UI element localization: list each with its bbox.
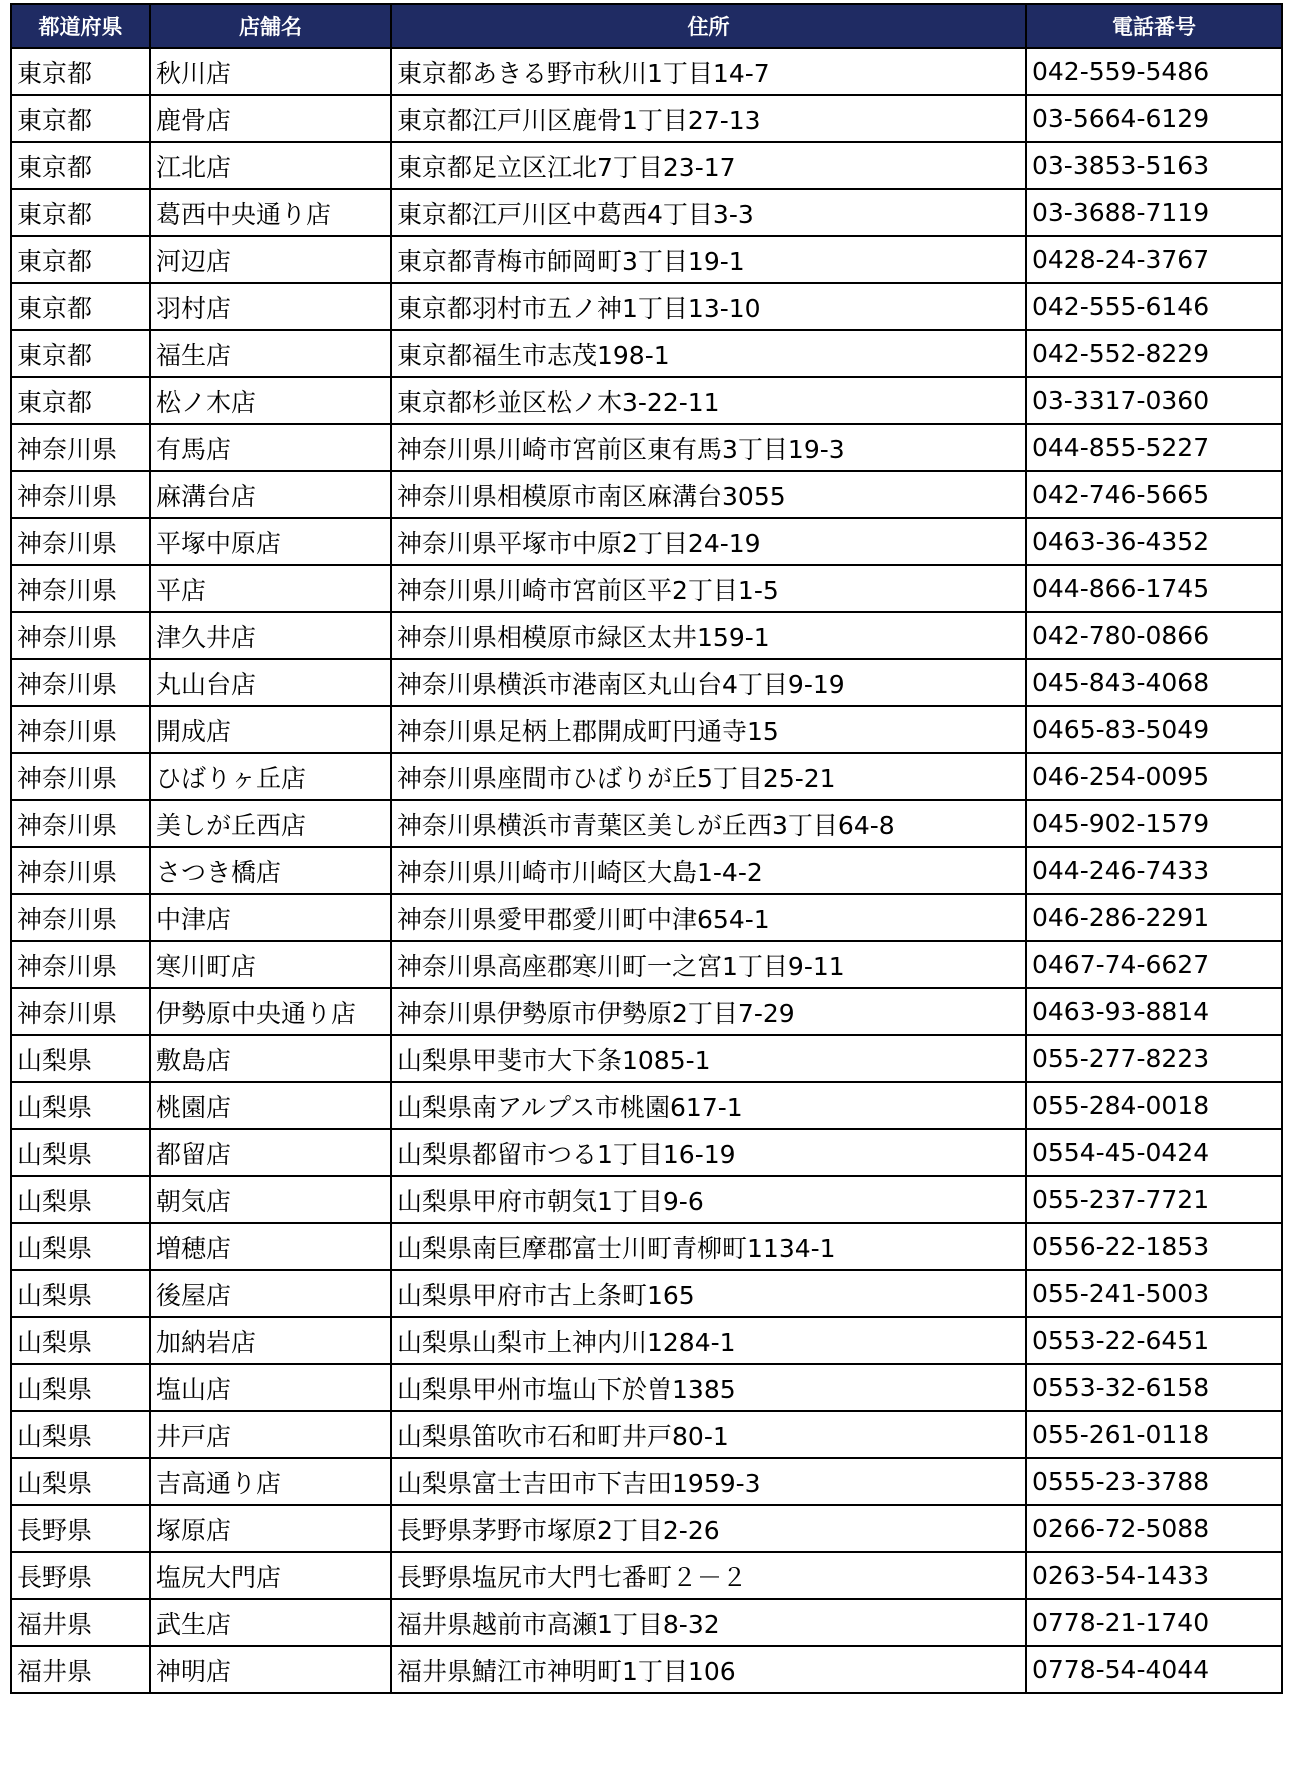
table-row [11, 1599, 1282, 1646]
store-name-cell: 羽村店 [150, 283, 391, 330]
prefecture-cell: 福井県 [11, 1599, 150, 1646]
table-row [11, 283, 1282, 330]
table-row [11, 1270, 1282, 1317]
address-cell: 東京都杉並区松ノ木3-22-11 [391, 377, 1026, 424]
table-row [11, 377, 1282, 424]
prefecture-cell: 東京都 [11, 142, 150, 189]
phone-cell: 042-555-6146 [1026, 283, 1282, 330]
phone-cell: 0554-45-0424 [1026, 1129, 1282, 1176]
phone-cell: 0556-22-1853 [1026, 1223, 1282, 1270]
address-cell: 神奈川県愛甲郡愛川町中津654-1 [391, 894, 1026, 941]
phone-cell: 03-3853-5163 [1026, 142, 1282, 189]
table-row [11, 659, 1282, 706]
phone-cell: 0555-23-3788 [1026, 1458, 1282, 1505]
phone-cell: 03-5664-6129 [1026, 95, 1282, 142]
phone-cell: 042-559-5486 [1026, 48, 1282, 95]
address-cell: 神奈川県平塚市中原2丁目24-19 [391, 518, 1026, 565]
store-name-cell: 塚原店 [150, 1505, 391, 1552]
header-row [11, 4, 1282, 48]
address-cell: 東京都あきる野市秋川1丁目14-7 [391, 48, 1026, 95]
store-name-cell: 麻溝台店 [150, 471, 391, 518]
address-cell: 神奈川県横浜市青葉区美しが丘西3丁目64-8 [391, 800, 1026, 847]
store-name-cell: 朝気店 [150, 1176, 391, 1223]
phone-cell: 046-286-2291 [1026, 894, 1282, 941]
address-cell: 東京都羽村市五ノ神1丁目13-10 [391, 283, 1026, 330]
table-row [11, 95, 1282, 142]
table-row [11, 1646, 1282, 1693]
address-cell: 神奈川県川崎市宮前区東有馬3丁目19-3 [391, 424, 1026, 471]
address-cell: 山梨県富士吉田市下吉田1959-3 [391, 1458, 1026, 1505]
address-cell: 福井県鯖江市神明町1丁目106 [391, 1646, 1026, 1693]
store-name-cell: 塩山店 [150, 1364, 391, 1411]
table-row [11, 1552, 1282, 1599]
phone-cell: 0778-21-1740 [1026, 1599, 1282, 1646]
table-row [11, 142, 1282, 189]
store-name-cell: 松ノ木店 [150, 377, 391, 424]
address-cell: 神奈川県川崎市宮前区平2丁目1-5 [391, 565, 1026, 612]
address-cell: 山梨県南巨摩郡富士川町青柳町1134-1 [391, 1223, 1026, 1270]
store-name-cell: 武生店 [150, 1599, 391, 1646]
address-cell: 神奈川県高座郡寒川町一之宮1丁目9-11 [391, 941, 1026, 988]
column-header-address: 住所 [391, 4, 1026, 48]
phone-cell: 055-237-7721 [1026, 1176, 1282, 1223]
store-name-cell: 鹿骨店 [150, 95, 391, 142]
table-row [11, 565, 1282, 612]
column-header-phone: 電話番号 [1026, 4, 1282, 48]
table-row [11, 330, 1282, 377]
store-name-cell: 後屋店 [150, 1270, 391, 1317]
phone-cell: 055-261-0118 [1026, 1411, 1282, 1458]
address-cell: 山梨県都留市つる1丁目16-19 [391, 1129, 1026, 1176]
table-row [11, 1176, 1282, 1223]
address-cell: 神奈川県伊勢原市伊勢原2丁目7-29 [391, 988, 1026, 1035]
prefecture-cell: 福井県 [11, 1646, 150, 1693]
table-row [11, 753, 1282, 800]
prefecture-cell: 東京都 [11, 189, 150, 236]
store-name-cell: 塩尻大門店 [150, 1552, 391, 1599]
address-cell: 長野県塩尻市大門七番町２－２ [391, 1552, 1026, 1599]
address-cell: 神奈川県相模原市南区麻溝台3055 [391, 471, 1026, 518]
prefecture-cell: 神奈川県 [11, 659, 150, 706]
phone-cell: 0778-54-4044 [1026, 1646, 1282, 1693]
phone-cell: 055-277-8223 [1026, 1035, 1282, 1082]
store-name-cell: 平店 [150, 565, 391, 612]
prefecture-cell: 東京都 [11, 330, 150, 377]
prefecture-cell: 山梨県 [11, 1270, 150, 1317]
store-list-table [10, 3, 1283, 1694]
prefecture-cell: 山梨県 [11, 1129, 150, 1176]
table-row [11, 1223, 1282, 1270]
address-cell: 山梨県甲府市古上条町165 [391, 1270, 1026, 1317]
phone-cell: 042-552-8229 [1026, 330, 1282, 377]
phone-cell: 045-902-1579 [1026, 800, 1282, 847]
address-cell: 東京都福生市志茂198-1 [391, 330, 1026, 377]
store-name-cell: 桃園店 [150, 1082, 391, 1129]
phone-cell: 0465-83-5049 [1026, 706, 1282, 753]
phone-cell: 0463-93-8814 [1026, 988, 1282, 1035]
prefecture-cell: 神奈川県 [11, 565, 150, 612]
store-name-cell: 加納岩店 [150, 1317, 391, 1364]
column-header-prefecture: 都道府県 [11, 4, 150, 48]
store-name-cell: 敷島店 [150, 1035, 391, 1082]
store-name-cell: 平塚中原店 [150, 518, 391, 565]
store-name-cell: 寒川町店 [150, 941, 391, 988]
table-row [11, 424, 1282, 471]
address-cell: 長野県茅野市塚原2丁目2-26 [391, 1505, 1026, 1552]
table-row [11, 612, 1282, 659]
store-name-cell: 開成店 [150, 706, 391, 753]
phone-cell: 044-855-5227 [1026, 424, 1282, 471]
address-cell: 東京都江戸川区中葛西4丁目3-3 [391, 189, 1026, 236]
address-cell: 神奈川県相模原市緑区太井159-1 [391, 612, 1026, 659]
store-name-cell: 河辺店 [150, 236, 391, 283]
store-name-cell: 伊勢原中央通り店 [150, 988, 391, 1035]
store-name-cell: 有馬店 [150, 424, 391, 471]
phone-cell: 0553-22-6451 [1026, 1317, 1282, 1364]
address-cell: 東京都江戸川区鹿骨1丁目27-13 [391, 95, 1026, 142]
table-body [11, 48, 1282, 1693]
store-name-cell: 神明店 [150, 1646, 391, 1693]
prefecture-cell: 東京都 [11, 48, 150, 95]
table-row [11, 189, 1282, 236]
prefecture-cell: 東京都 [11, 283, 150, 330]
phone-cell: 044-866-1745 [1026, 565, 1282, 612]
table-row [11, 1505, 1282, 1552]
address-cell: 神奈川県足柄上郡開成町円通寺15 [391, 706, 1026, 753]
table-row [11, 518, 1282, 565]
store-name-cell: 秋川店 [150, 48, 391, 95]
phone-cell: 042-780-0866 [1026, 612, 1282, 659]
column-header-store-name: 店舗名 [150, 4, 391, 48]
prefecture-cell: 山梨県 [11, 1035, 150, 1082]
table-row [11, 236, 1282, 283]
store-name-cell: 江北店 [150, 142, 391, 189]
store-name-cell: 都留店 [150, 1129, 391, 1176]
phone-cell: 044-246-7433 [1026, 847, 1282, 894]
address-cell: 福井県越前市高瀬1丁目8-32 [391, 1599, 1026, 1646]
store-name-cell: 増穂店 [150, 1223, 391, 1270]
prefecture-cell: 神奈川県 [11, 988, 150, 1035]
store-name-cell: 中津店 [150, 894, 391, 941]
address-cell: 神奈川県川崎市川崎区大島1-4-2 [391, 847, 1026, 894]
table-row [11, 1129, 1282, 1176]
table-row [11, 894, 1282, 941]
phone-cell: 0428-24-3767 [1026, 236, 1282, 283]
prefecture-cell: 神奈川県 [11, 518, 150, 565]
prefecture-cell: 山梨県 [11, 1364, 150, 1411]
table-row [11, 1317, 1282, 1364]
store-name-cell: 葛西中央通り店 [150, 189, 391, 236]
address-cell: 山梨県甲府市朝気1丁目9-6 [391, 1176, 1026, 1223]
address-cell: 山梨県南アルプス市桃園617-1 [391, 1082, 1026, 1129]
store-name-cell: さつき橋店 [150, 847, 391, 894]
prefecture-cell: 山梨県 [11, 1223, 150, 1270]
address-cell: 山梨県甲斐市大下条1085-1 [391, 1035, 1026, 1082]
phone-cell: 0263-54-1433 [1026, 1552, 1282, 1599]
table-row [11, 1035, 1282, 1082]
table-row [11, 847, 1282, 894]
prefecture-cell: 神奈川県 [11, 800, 150, 847]
phone-cell: 045-843-4068 [1026, 659, 1282, 706]
store-name-cell: 井戸店 [150, 1411, 391, 1458]
table-row [11, 988, 1282, 1035]
prefecture-cell: 神奈川県 [11, 753, 150, 800]
phone-cell: 0463-36-4352 [1026, 518, 1282, 565]
phone-cell: 03-3317-0360 [1026, 377, 1282, 424]
table-row [11, 941, 1282, 988]
address-cell: 神奈川県座間市ひばりが丘5丁目25-21 [391, 753, 1026, 800]
table-row [11, 1411, 1282, 1458]
address-cell: 山梨県甲州市塩山下於曽1385 [391, 1364, 1026, 1411]
prefecture-cell: 神奈川県 [11, 424, 150, 471]
prefecture-cell: 東京都 [11, 95, 150, 142]
phone-cell: 03-3688-7119 [1026, 189, 1282, 236]
store-name-cell: 丸山台店 [150, 659, 391, 706]
phone-cell: 046-254-0095 [1026, 753, 1282, 800]
prefecture-cell: 神奈川県 [11, 706, 150, 753]
prefecture-cell: 長野県 [11, 1505, 150, 1552]
prefecture-cell: 神奈川県 [11, 941, 150, 988]
address-cell: 山梨県山梨市上神内川1284-1 [391, 1317, 1026, 1364]
phone-cell: 0553-32-6158 [1026, 1364, 1282, 1411]
prefecture-cell: 山梨県 [11, 1317, 150, 1364]
prefecture-cell: 神奈川県 [11, 612, 150, 659]
table-row [11, 800, 1282, 847]
table-row [11, 1082, 1282, 1129]
prefecture-cell: 山梨県 [11, 1411, 150, 1458]
prefecture-cell: 山梨県 [11, 1082, 150, 1129]
store-name-cell: 吉高通り店 [150, 1458, 391, 1505]
phone-cell: 042-746-5665 [1026, 471, 1282, 518]
store-name-cell: ひばりヶ丘店 [150, 753, 391, 800]
address-cell: 神奈川県横浜市港南区丸山台4丁目9-19 [391, 659, 1026, 706]
phone-cell: 055-241-5003 [1026, 1270, 1282, 1317]
address-cell: 東京都青梅市師岡町3丁目19-1 [391, 236, 1026, 283]
table-row [11, 471, 1282, 518]
store-name-cell: 津久井店 [150, 612, 391, 659]
phone-cell: 055-284-0018 [1026, 1082, 1282, 1129]
prefecture-cell: 神奈川県 [11, 894, 150, 941]
address-cell: 東京都足立区江北7丁目23-17 [391, 142, 1026, 189]
table-row [11, 1458, 1282, 1505]
prefecture-cell: 山梨県 [11, 1458, 150, 1505]
table-row [11, 706, 1282, 753]
prefecture-cell: 東京都 [11, 377, 150, 424]
phone-cell: 0467-74-6627 [1026, 941, 1282, 988]
prefecture-cell: 神奈川県 [11, 471, 150, 518]
table-header [11, 4, 1282, 48]
table-row [11, 1364, 1282, 1411]
prefecture-cell: 神奈川県 [11, 847, 150, 894]
store-name-cell: 美しが丘西店 [150, 800, 391, 847]
prefecture-cell: 山梨県 [11, 1176, 150, 1223]
address-cell: 山梨県笛吹市石和町井戸80-1 [391, 1411, 1026, 1458]
table-row [11, 48, 1282, 95]
phone-cell: 0266-72-5088 [1026, 1505, 1282, 1552]
prefecture-cell: 長野県 [11, 1552, 150, 1599]
prefecture-cell: 東京都 [11, 236, 150, 283]
store-name-cell: 福生店 [150, 330, 391, 377]
